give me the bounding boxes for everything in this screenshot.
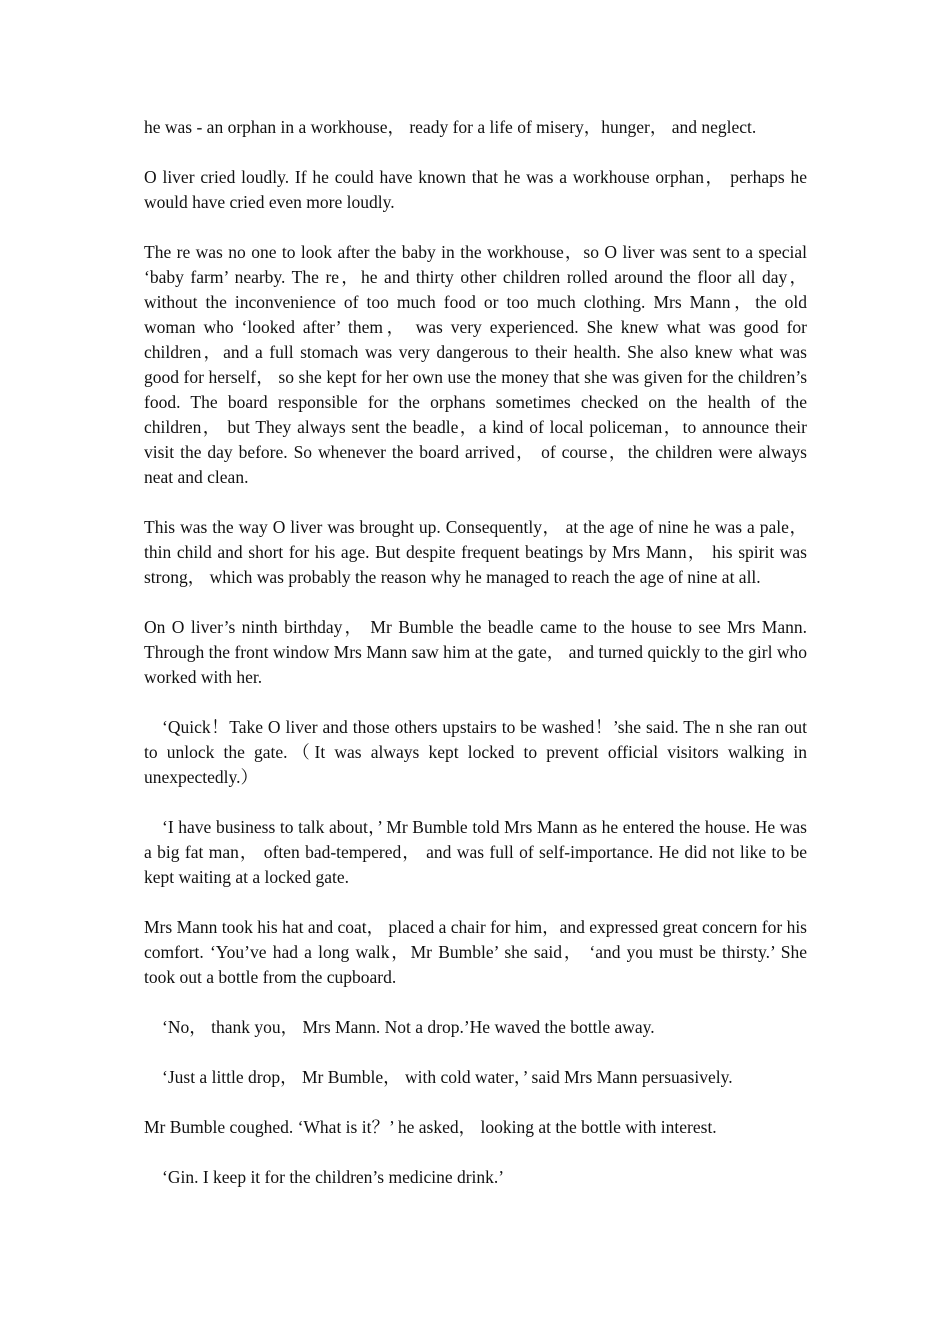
paragraph-orphan-intro: he was - an orphan in a workhouse， ready for a life of misery，hunger， and neglect.: [144, 117, 757, 137]
paragraph-no-thank-you: ‘No， thank you， Mrs Mann. Not a drop.’He waved the bottle away.: [162, 1017, 655, 1037]
paragraph-ninth-birthday: On O liver’s ninth birthday， Mr Bumble the beadle came to the house to see Mrs Mann. Through the front window Mrs Mann saw him at the gate， and turned quickly to the girl who worked with her.: [144, 617, 807, 687]
paragraph-little-drop: ‘Just a little drop， Mr Bumble， with cold water，’ said Mrs Mann persuasively.: [162, 1067, 733, 1087]
paragraph-brought-up: This was the way O liver was brought up. Consequently， at the age of nine he was a pale，thin child and short for his age. But despite frequent beatings by Mrs Mann， his spirit was strong， which was probably the reason why he managed to reach the age of nine at all.: [144, 517, 807, 587]
paragraph-hat-and-coat: Mrs Mann took his hat and coat， placed a chair for him，and expressed great concern for his comfort. ‘You’ve had a long walk，Mr Bumble’ she said， ‘and you must be thirsty.’ She took out a bottle from the cupboard.: [144, 917, 807, 987]
paragraph-coughed: Mr Bumble coughed. ‘What is it？’ he asked， looking at the bottle with interest.: [144, 1117, 717, 1137]
paragraph-oliver-cried: O liver cried loudly. If he could have known that he was a workhouse orphan， perhaps he would have cried even more loudly.: [144, 167, 807, 212]
paragraph-quick: ‘Quick！Take O liver and those others upstairs to be washed！’she said. The n she ran out to unlock the gate.（It was always kept locked to prevent official visitors walking in unexpectedly.）: [144, 717, 807, 787]
paragraph-baby-farm: The re was no one to look after the baby in the workhouse，so O liver was sent to a special ‘baby farm’ nearby. The re，he and thirty other children rolled around the floor all day， without the inconvenience of too much food or too much clothing. Mrs Mann，the old woman who ‘looked after’ them， was very experienced. She knew what was good for children，and a full stomach was very dangerous to their health. She also knew what was good for herself， so she kept for her own use the money that she was given for the children’s food. The board responsible for the orphans sometimes checked on the health of the children， but They always sent the beadle，a kind of local policeman，to announce their visit the day before. So whenever the board arrived， of course，the children were always neat and clean.: [144, 242, 807, 487]
paragraph-business: ‘I have business to talk about，’ Mr Bumble told Mrs Mann as he entered the house. He was a big fat man， often bad-tempered， and was full of self-importance. He did not like to be kept waiting at a locked gate.: [144, 817, 807, 887]
document-page: [144, 115, 807, 1190]
paragraph-gin: ‘Gin. I keep it for the children’s medicine drink.’: [162, 1167, 505, 1187]
